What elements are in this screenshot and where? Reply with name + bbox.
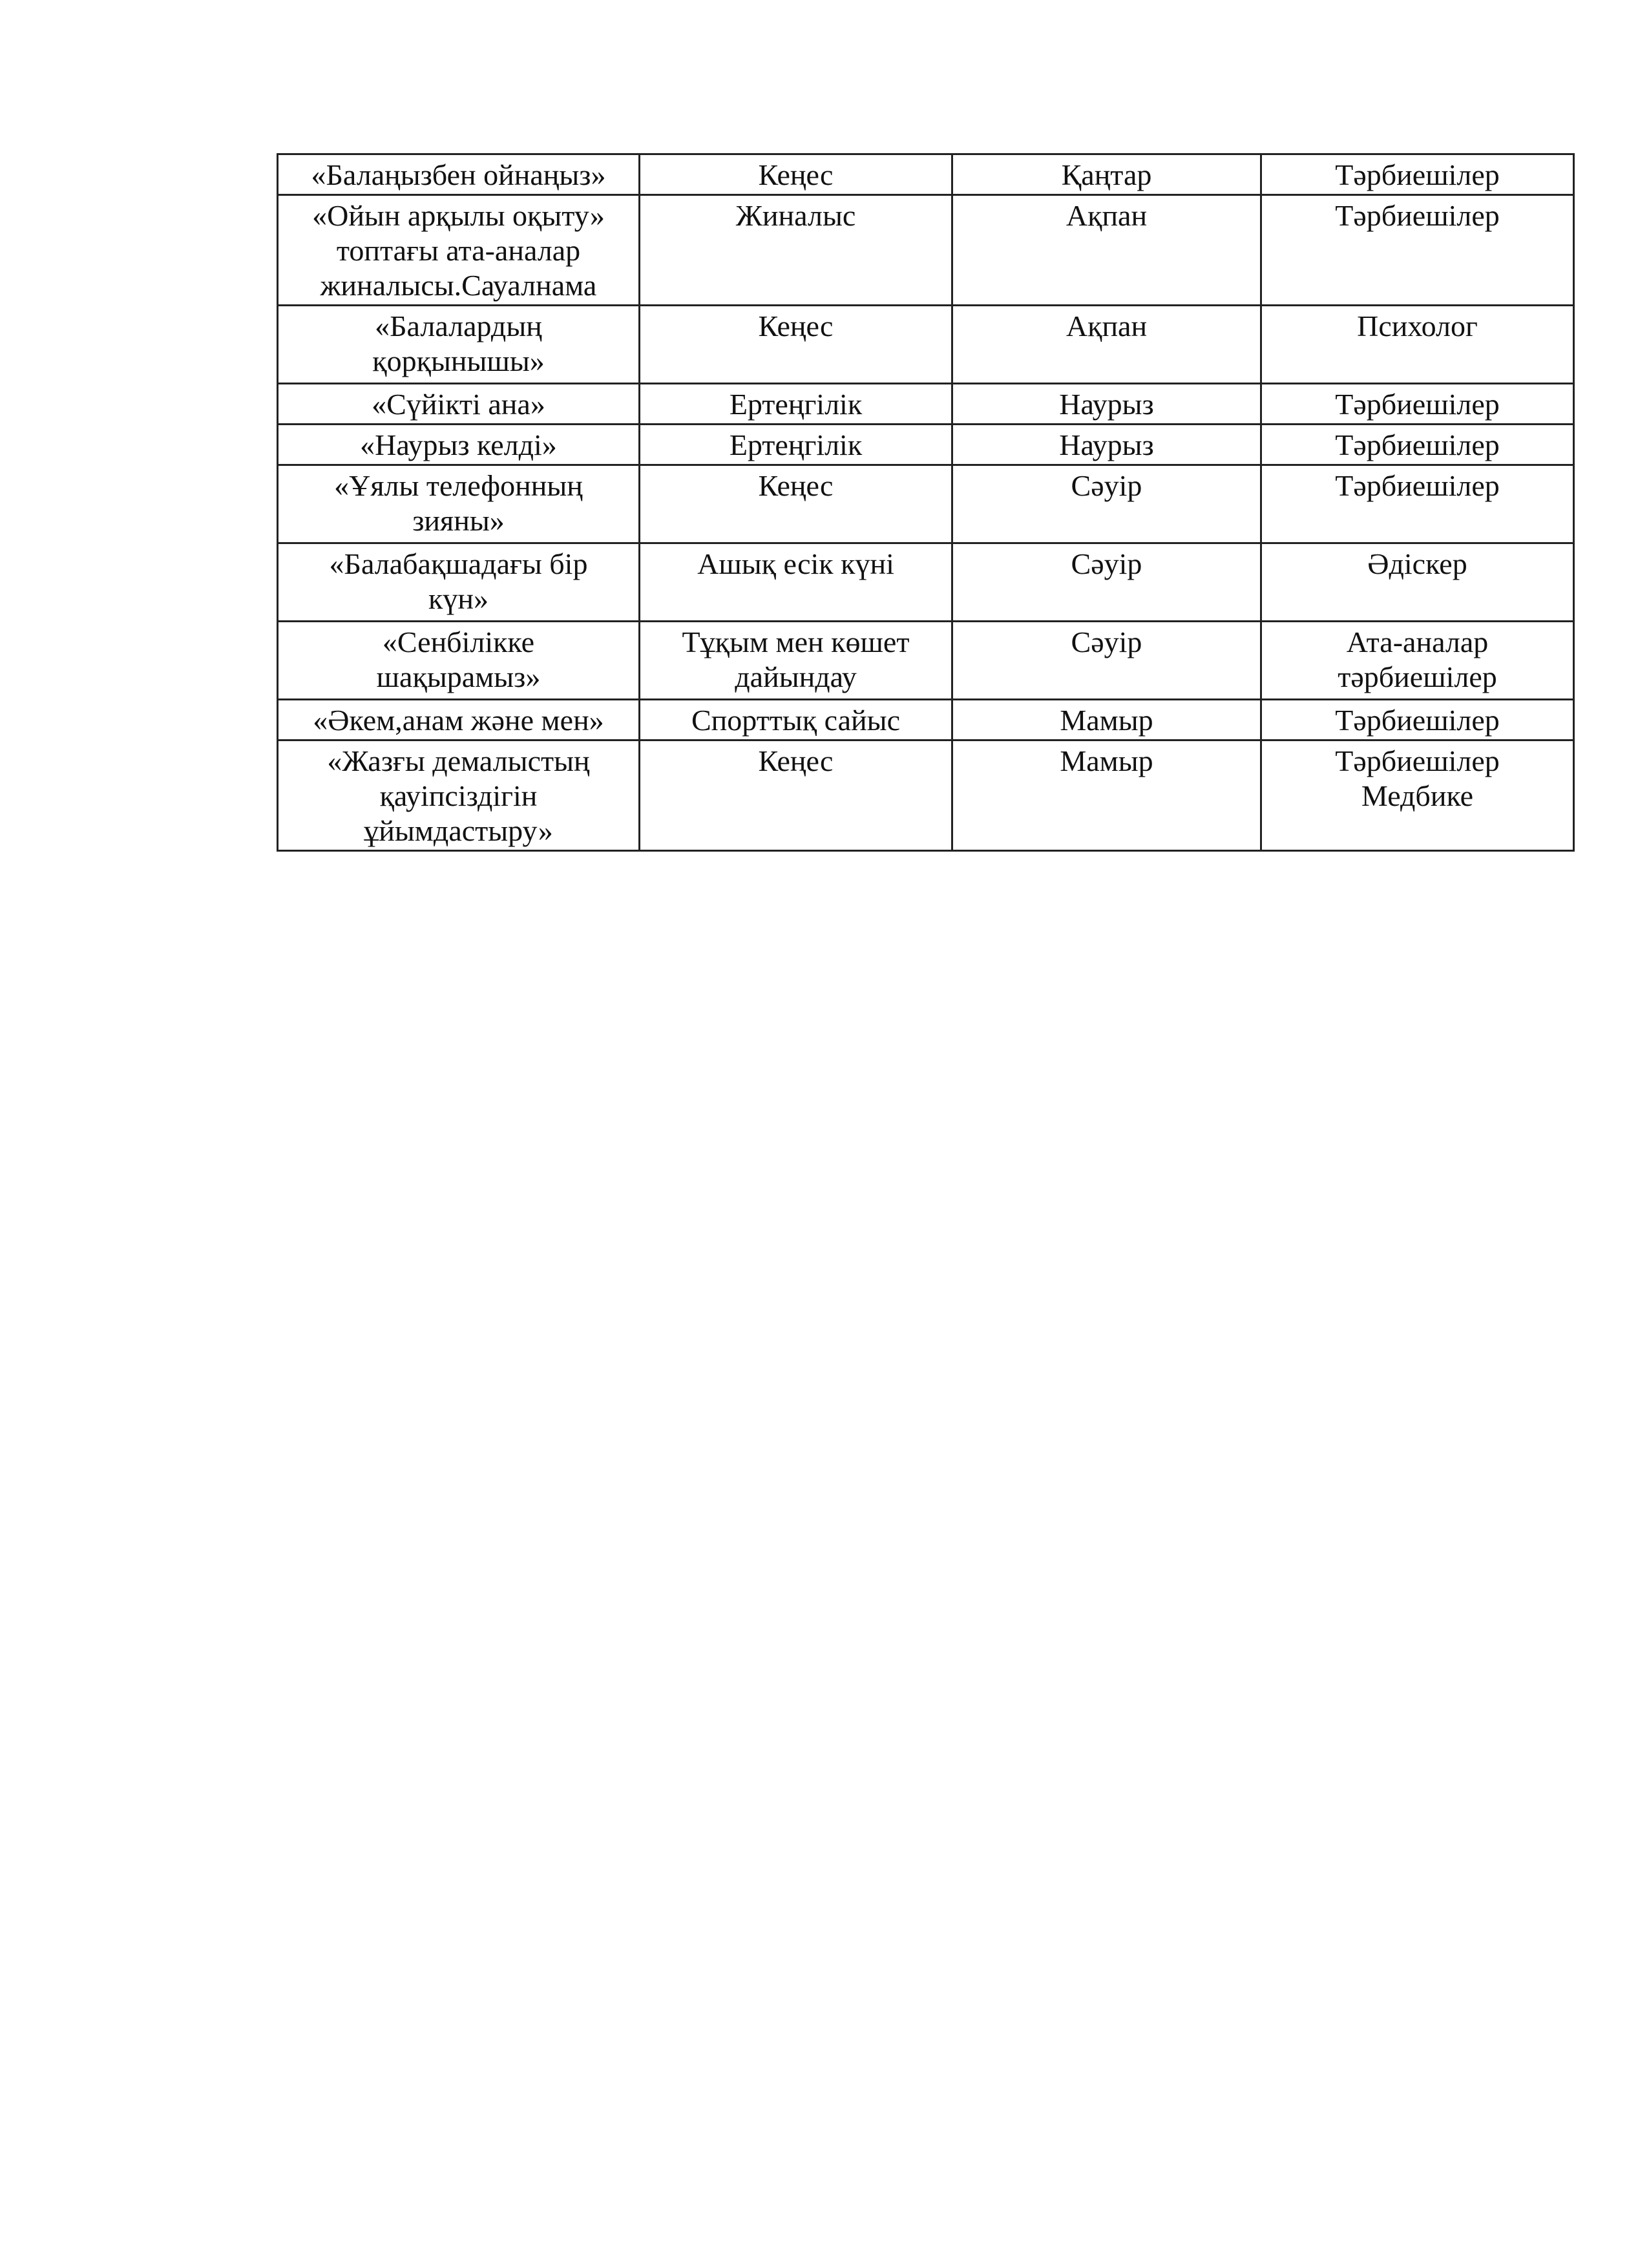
month-cell: Сәуір — [952, 465, 1261, 543]
event-cell: «Сенбілікке шақырамыз» — [278, 622, 640, 700]
month-cell: Наурыз — [952, 384, 1261, 425]
form-cell: Жиналыс — [640, 195, 952, 306]
responsible-cell: Тәрбиешілер — [1261, 154, 1574, 195]
month-cell: Сәуір — [952, 622, 1261, 700]
event-cell: «Жазғы демалыстың қауіпсіздігін ұйымдастыру» — [278, 740, 640, 851]
month-cell: Мамыр — [952, 700, 1261, 740]
month-cell: Ақпан — [952, 195, 1261, 306]
form-cell: Спорттық сайыс — [640, 700, 952, 740]
responsible-cell: Тәрбиешілер Медбике — [1261, 740, 1574, 851]
form-cell: Ертеңгілік — [640, 384, 952, 425]
event-cell: «Ойын арқылы оқыту» топтағы ата-аналар жиналысы.Сауалнама — [278, 195, 640, 306]
events-table — [277, 153, 1575, 852]
month-cell: Сәуір — [952, 543, 1261, 622]
event-cell: «Наурыз келді» — [278, 425, 640, 465]
table-row — [278, 622, 1574, 700]
month-cell: Қаңтар — [952, 154, 1261, 195]
form-cell: Кеңес — [640, 740, 952, 851]
event-cell: «Балабақшадағы бір күн» — [278, 543, 640, 622]
form-cell: Ашық есік күні — [640, 543, 952, 622]
month-cell: Мамыр — [952, 740, 1261, 851]
table-row — [278, 740, 1574, 851]
event-cell: «Ұялы телефонның зияны» — [278, 465, 640, 543]
table-row — [278, 384, 1574, 425]
responsible-cell: Тәрбиешілер — [1261, 195, 1574, 306]
table-row — [278, 465, 1574, 543]
form-cell: Ертеңгілік — [640, 425, 952, 465]
responsible-cell: Тәрбиешілер — [1261, 384, 1574, 425]
form-cell: Тұқым мен көшет дайындау — [640, 622, 952, 700]
event-cell: «Балалардың қорқынышы» — [278, 306, 640, 384]
table-row — [278, 425, 1574, 465]
month-cell: Наурыз — [952, 425, 1261, 465]
responsible-cell: Ата-аналар тәрбиешілер — [1261, 622, 1574, 700]
responsible-cell: Тәрбиешілер — [1261, 425, 1574, 465]
table-row — [278, 154, 1574, 195]
event-cell: «Әкем,анам және мен» — [278, 700, 640, 740]
event-cell: «Сүйікті ана» — [278, 384, 640, 425]
month-cell: Ақпан — [952, 306, 1261, 384]
responsible-cell: Әдіскер — [1261, 543, 1574, 622]
table-row — [278, 700, 1574, 740]
form-cell: Кеңес — [640, 154, 952, 195]
responsible-cell: Тәрбиешілер — [1261, 465, 1574, 543]
event-cell: «Балаңызбен ойнаңыз» — [278, 154, 640, 195]
form-cell: Кеңес — [640, 465, 952, 543]
table-row — [278, 306, 1574, 384]
form-cell: Кеңес — [640, 306, 952, 384]
table-row — [278, 195, 1574, 306]
responsible-cell: Психолог — [1261, 306, 1574, 384]
responsible-cell: Тәрбиешілер — [1261, 700, 1574, 740]
table-row — [278, 543, 1574, 622]
